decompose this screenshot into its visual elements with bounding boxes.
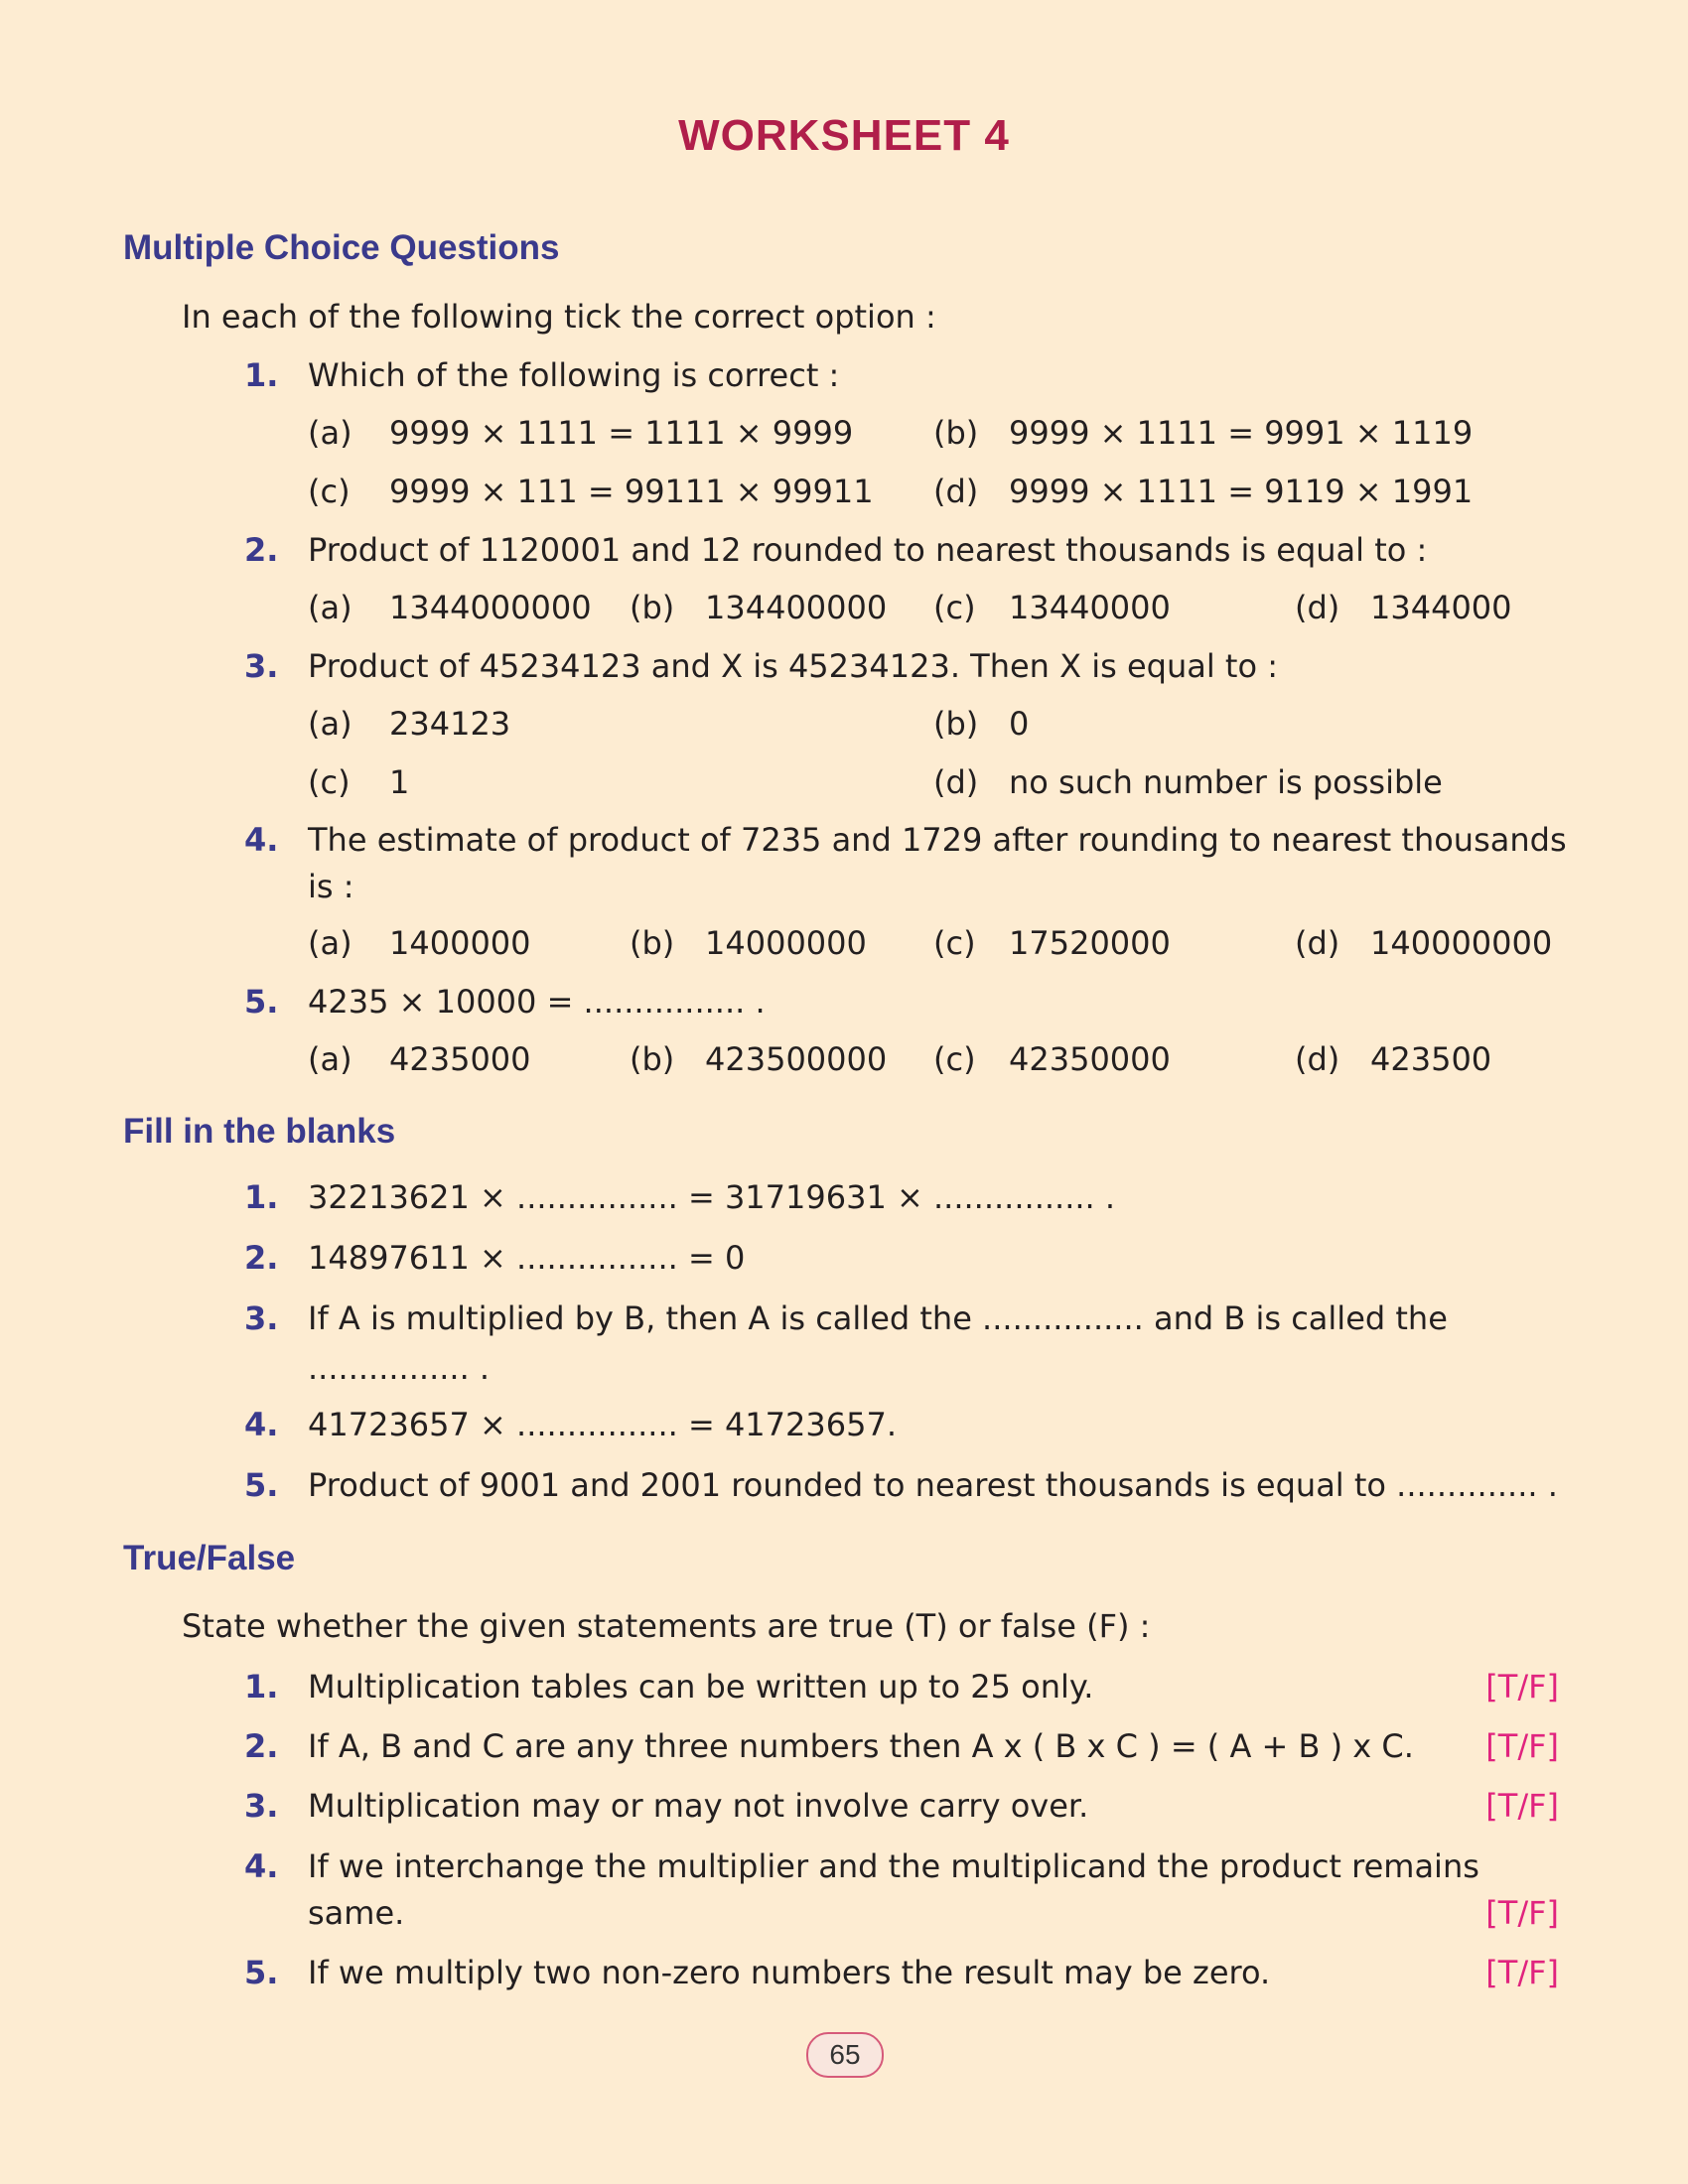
option-c[interactable]: (c) 17520000 <box>933 924 1171 962</box>
option-a[interactable]: (a) 1400000 <box>308 924 531 962</box>
tf-marker[interactable]: [T/F] <box>1485 1727 1559 1765</box>
tf-marker[interactable]: [T/F] <box>1485 1668 1559 1706</box>
tf-number: 1. <box>244 1668 279 1706</box>
option-c[interactable]: (c) 9999 × 111 = 99111 × 99911 <box>308 473 874 510</box>
question-number: 4. <box>244 821 279 859</box>
question-text: 4235 × 10000 = ................ . <box>308 983 766 1021</box>
tf-statement: Multiplication tables can be written up to 25 only. <box>308 1668 1094 1706</box>
tf-marker[interactable]: [T/F] <box>1485 1894 1559 1932</box>
tf-instructions: State whether the given statements are true (T) or false (F) : <box>182 1607 1151 1645</box>
question-text: Product of 1120001 and 12 rounded to nearest thousands is equal to : <box>308 531 1428 569</box>
section-heading-fill: Fill in the blanks <box>123 1112 396 1151</box>
fill-number: 5. <box>244 1466 279 1504</box>
option-d[interactable]: (d) 423500 <box>1295 1040 1492 1078</box>
option-c[interactable]: (c) 1 <box>308 763 410 801</box>
question-text: The estimate of product of 7235 and 1729 after rounding to nearest thousands <box>308 821 1567 859</box>
mcq-instructions: In each of the following tick the correct option : <box>182 298 936 336</box>
tf-marker[interactable]: [T/F] <box>1485 1954 1559 1991</box>
option-b[interactable]: (b) 14000000 <box>630 924 867 962</box>
option-d[interactable]: (d) no such number is possible <box>933 763 1443 801</box>
option-d[interactable]: (d) 9999 × 1111 = 9119 × 1991 <box>933 473 1474 510</box>
section-heading-true-false: True/False <box>123 1539 296 1577</box>
tf-number: 4. <box>244 1847 279 1885</box>
fill-number: 2. <box>244 1239 279 1277</box>
fill-text: 41723657 × ................ = 41723657. <box>308 1406 897 1443</box>
question-number: 5. <box>244 983 279 1021</box>
fill-text-continued: ................ . <box>308 1349 491 1387</box>
question-text-continued: is : <box>308 868 354 905</box>
option-c[interactable]: (c) 42350000 <box>933 1040 1171 1078</box>
option-a[interactable]: (a) 234123 <box>308 705 511 743</box>
tf-statement: Multiplication may or may not involve carry over. <box>308 1787 1089 1825</box>
tf-statement-continued: same. <box>308 1894 405 1932</box>
tf-number: 5. <box>244 1954 279 1991</box>
page-title: WORKSHEET 4 <box>678 111 1010 160</box>
fill-text: 14897611 × ................ = 0 <box>308 1239 746 1277</box>
option-b[interactable]: (b) 0 <box>933 705 1030 743</box>
question-text: Product of 45234123 and X is 45234123. Then X is equal to : <box>308 647 1278 685</box>
option-a[interactable]: (a) 4235000 <box>308 1040 531 1078</box>
tf-statement: If A, B and C are any three numbers then A x ( B x C ) = ( A + B ) x C. <box>308 1727 1414 1765</box>
fill-text: Product of 9001 and 2001 rounded to nearest thousands is equal to .............. . <box>308 1466 1558 1504</box>
fill-number: 3. <box>244 1299 279 1337</box>
option-a[interactable]: (a) 9999 × 1111 = 1111 × 9999 <box>308 414 854 452</box>
option-b[interactable]: (b) 134400000 <box>630 589 888 626</box>
option-c[interactable]: (c) 13440000 <box>933 589 1171 626</box>
tf-number: 3. <box>244 1787 279 1825</box>
question-number: 3. <box>244 647 279 685</box>
section-heading-mcq: Multiple Choice Questions <box>123 228 560 267</box>
tf-number: 2. <box>244 1727 279 1765</box>
tf-statement: If we interchange the multiplier and the multiplicand the product remains <box>308 1847 1479 1885</box>
option-b[interactable]: (b) 9999 × 1111 = 9991 × 1119 <box>933 414 1474 452</box>
question-number: 2. <box>244 531 279 569</box>
question-number: 1. <box>244 356 279 394</box>
option-d[interactable]: (d) 140000000 <box>1295 924 1553 962</box>
option-d[interactable]: (d) 1344000 <box>1295 589 1512 626</box>
fill-text: If A is multiplied by B, then A is called the ................ and B is called the <box>308 1299 1448 1337</box>
tf-statement: If we multiply two non-zero numbers the result may be zero. <box>308 1954 1271 1991</box>
fill-text: 32213621 × ................ = 31719631 × ................ . <box>308 1178 1116 1216</box>
fill-number: 4. <box>244 1406 279 1443</box>
question-text: Which of the following is correct : <box>308 356 840 394</box>
page-number: 65 <box>806 2032 884 2078</box>
option-b[interactable]: (b) 423500000 <box>630 1040 888 1078</box>
tf-marker[interactable]: [T/F] <box>1485 1787 1559 1825</box>
fill-number: 1. <box>244 1178 279 1216</box>
option-a[interactable]: (a) 1344000000 <box>308 589 592 626</box>
